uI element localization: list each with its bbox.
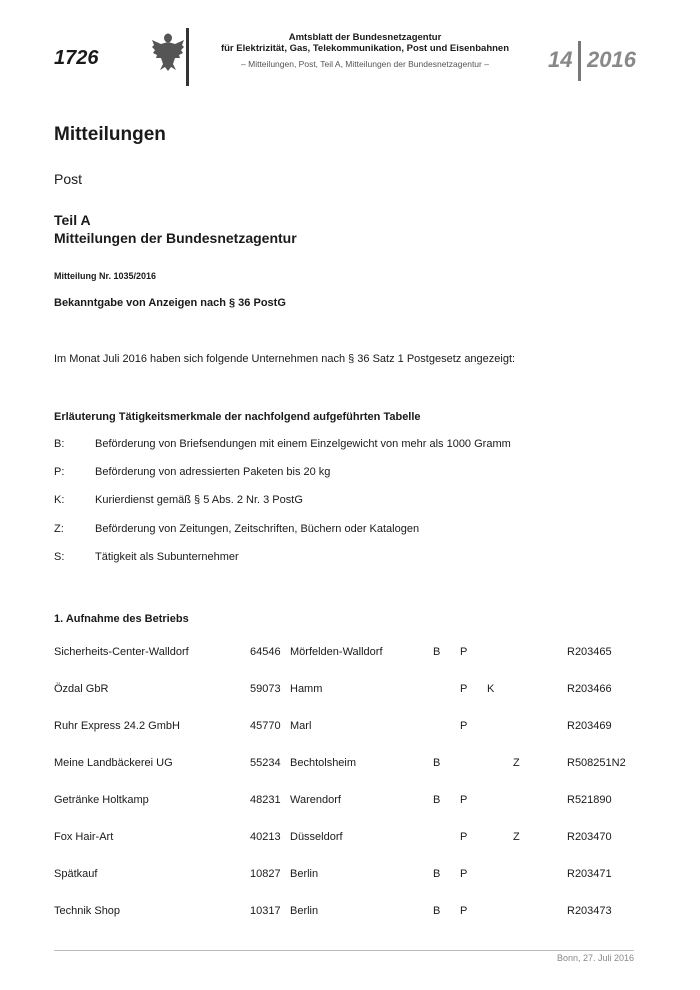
registration-number: R203471: [567, 868, 612, 880]
company-name: Meine Landbäckerei UG: [54, 757, 173, 769]
section-subtitle: Post: [54, 171, 83, 187]
postal-code: 40213: [250, 831, 281, 843]
city: Bechtolsheim: [290, 757, 357, 769]
activity-k: K: [487, 683, 495, 695]
city: Berlin: [290, 905, 319, 917]
notice-subject: Bekanntgabe von Anzeigen nach § 36 PostG: [54, 297, 286, 309]
activity-b: B: [433, 757, 441, 769]
activity-p: P: [460, 794, 468, 806]
postal-code: 59073: [250, 683, 281, 695]
issue-divider: [578, 41, 581, 81]
city: Berlin: [290, 868, 319, 880]
notice-intro: Im Monat Juli 2016 haben sich folgende Unternehmen nach § 36 Satz 1 Postgesetz angezeigt:: [54, 353, 516, 365]
postal-code: 48231: [250, 794, 281, 806]
registration-number: R203470: [567, 831, 612, 843]
company-name: Fox Hair-Art: [54, 831, 114, 843]
city: Warendorf: [290, 794, 341, 806]
company-name: Technik Shop: [54, 905, 121, 917]
registration-number: R508251N2: [567, 757, 626, 769]
activity-p: P: [460, 905, 468, 917]
company-name: Sicherheits-Center-Walldorf: [54, 646, 189, 658]
legend-code: P:: [54, 466, 65, 478]
postal-code: 45770: [250, 720, 281, 732]
registration-number: R521890: [567, 794, 612, 806]
legend-code: B:: [54, 438, 65, 450]
activity-p: P: [460, 868, 468, 880]
activity-p: P: [460, 683, 468, 695]
table-title: 1. Aufnahme des Betriebs: [54, 613, 189, 625]
registration-number: R203469: [567, 720, 612, 732]
activity-p: P: [460, 720, 468, 732]
city: Mörfelden-Walldorf: [290, 646, 383, 658]
city: Marl: [290, 720, 312, 732]
gazette-title: Amtsblatt der Bundesnetzagentur: [288, 32, 442, 43]
postal-code: 64546: [250, 646, 281, 658]
issue-number: 14: [548, 47, 573, 72]
part-title: Mitteilungen der Bundesnetzagentur: [54, 230, 297, 246]
postal-code: 55234: [250, 757, 281, 769]
city: Düsseldorf: [290, 831, 343, 843]
company-name: Spätkauf: [54, 868, 98, 880]
company-name: Özdal GbR: [54, 683, 109, 695]
gazette-subtitle: für Elektrizität, Gas, Telekommunikation, Post und Eisenbahnen: [220, 43, 510, 54]
legend-code: K:: [54, 494, 65, 506]
part-label: Teil A: [54, 212, 91, 228]
page-number: 1726: [54, 47, 99, 69]
registration-number: R203465: [567, 646, 612, 658]
activity-p: P: [460, 646, 468, 658]
registration-number: R203466: [567, 683, 612, 695]
activity-b: B: [433, 905, 441, 917]
legend-code: S:: [54, 551, 65, 563]
legend-text: Kurierdienst gemäß § 5 Abs. 2 Nr. 3 PostG: [95, 494, 303, 506]
city: Hamm: [290, 683, 323, 695]
legend-title: Erläuterung Tätigkeitsmerkmale der nachfolgend aufgeführten Tabelle: [54, 411, 421, 423]
company-name: Getränke Holtkamp: [54, 794, 149, 806]
postal-code: 10827: [250, 868, 281, 880]
legend-text: Tätigkeit als Subunternehmer: [95, 551, 239, 563]
issue-year: 2016: [587, 47, 636, 72]
activity-z: Z: [513, 831, 520, 843]
postal-code: 10317: [250, 905, 281, 917]
federal-eagle-icon: [151, 30, 185, 72]
registration-number: R203473: [567, 905, 612, 917]
legend-text: Beförderung von adressierten Paketen bis 20 kg: [95, 466, 331, 478]
activity-b: B: [433, 868, 441, 880]
section-title: Mitteilungen: [54, 124, 166, 145]
activity-p: P: [460, 831, 468, 843]
legend-code: Z:: [54, 523, 64, 535]
notice-number: Mitteilung Nr. 1035/2016: [54, 271, 157, 281]
company-name: Ruhr Express 24.2 GmbH: [54, 720, 180, 732]
header-divider: [186, 28, 189, 86]
activity-b: B: [433, 794, 441, 806]
legend-text: Beförderung von Zeitungen, Zeitschriften, Büchern oder Katalogen: [95, 523, 420, 535]
footer-place-date: Bonn, 27. Juli 2016: [556, 953, 634, 963]
section-line: – Mitteilungen, Post, Teil A, Mitteilungen der Bundesnetzagentur –: [241, 59, 489, 69]
activity-b: B: [433, 646, 441, 658]
activity-z: Z: [513, 757, 520, 769]
legend-text: Beförderung von Briefsendungen mit einem Einzelgewicht von mehr als 1000 Gramm: [95, 438, 511, 450]
footer-divider: [54, 950, 634, 951]
